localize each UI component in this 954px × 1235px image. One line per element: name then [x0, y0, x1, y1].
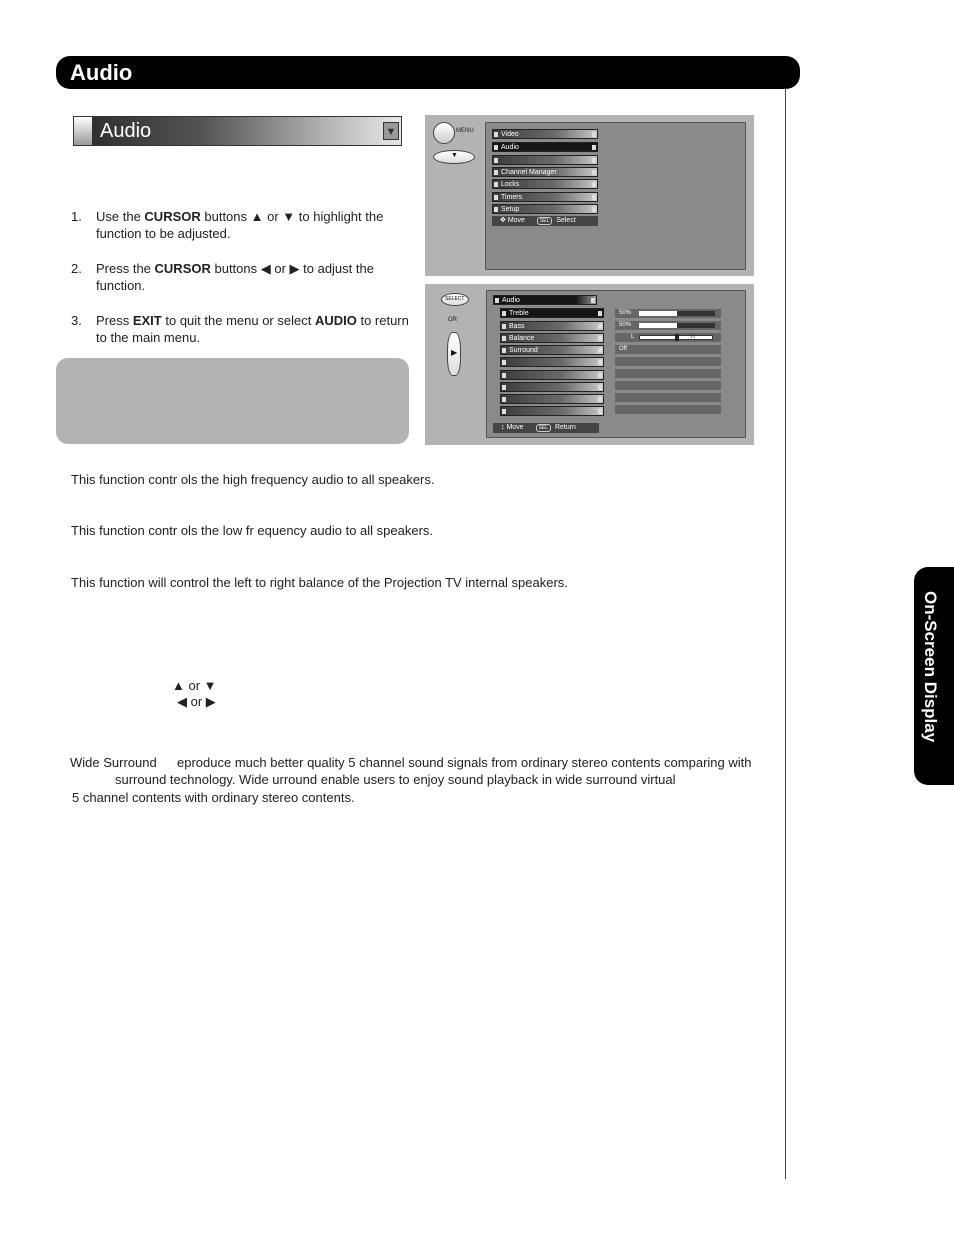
or-label: OR: [448, 317, 457, 323]
audio-item-balance[interactable]: Balance: [500, 333, 604, 343]
audio-item-surround[interactable]: Surround: [500, 345, 604, 355]
menu-button-icon: [433, 122, 455, 144]
title-bar-accent: [74, 117, 92, 145]
value-cell-blank: [615, 381, 721, 390]
bass-level-fill: [639, 323, 677, 328]
step-3: 3. Press EXIT to quit the menu or select AUDIO to return to the main menu.: [71, 313, 409, 345]
menu-item-blank[interactable]: [492, 155, 598, 165]
note-box: [56, 358, 409, 444]
step-1: 1. Use the CURSOR buttons ▲ or ▼ to highlight the function to be adjusted.: [71, 209, 384, 241]
section-title-bar: [73, 116, 402, 146]
balance-description: This function will control the left to right balance of the Projection TV internal speakers.: [71, 575, 568, 590]
menu-item-channel-manager[interactable]: Channel Manager: [492, 167, 598, 177]
page-header-bar: [56, 56, 800, 89]
menu-item-locks[interactable]: Locks: [492, 179, 598, 189]
instruction-steps: [71, 208, 411, 364]
bass-value[interactable]: 50%: [615, 321, 721, 330]
treble-level-fill: [639, 311, 677, 316]
value-cell-blank: [615, 369, 721, 378]
surround-value[interactable]: Off: [615, 345, 721, 354]
menu-item-timers[interactable]: Timers: [492, 192, 598, 202]
menu-item-audio[interactable]: Audio: [492, 142, 598, 152]
updown-line: ▲ or ▼: [172, 678, 217, 693]
audio-item-bass[interactable]: Bass: [500, 321, 604, 331]
value-cell-blank: [615, 393, 721, 402]
sel-icon: SEL: [536, 424, 551, 432]
audio-menu-footer: ↕ Move SEL Return: [493, 423, 599, 433]
audio-item-blank[interactable]: [500, 394, 604, 404]
cursor-down-button-icon: ▼: [433, 150, 475, 164]
balance-slider-handle[interactable]: [675, 334, 679, 341]
menu-item-setup[interactable]: Setup: [492, 204, 598, 214]
audio-menu-panel: [425, 284, 754, 445]
audio-menu-screen: [486, 290, 746, 438]
audio-item-blank[interactable]: [500, 382, 604, 392]
bass-level-bar: [639, 323, 715, 328]
wide-surround-line-1: eproduce much better quality 5 channel sound signals from ordinary stereo contents comparing with: [177, 755, 752, 770]
audio-item-blank[interactable]: [500, 370, 604, 380]
treble-value[interactable]: 50%: [615, 309, 721, 318]
cursor-right-button-icon: ▶: [447, 332, 461, 376]
page-title: Audio: [70, 60, 133, 85]
side-tab-label: On-Screen Display: [921, 591, 940, 743]
main-menu-screen: [485, 122, 746, 270]
step-2: 2. Press the CURSOR buttons ◀ or ▶ to adjust the function.: [71, 261, 374, 293]
triangle-down-icon: ▼: [383, 122, 399, 140]
treble-description: This function contr ols the high frequency audio to all speakers.: [71, 472, 435, 487]
bass-description: This function contr ols the low fr equency audio to all speakers.: [71, 523, 434, 538]
select-button-icon: SELECT: [441, 293, 469, 306]
wide-surround-line-2: surround technology. Wide urround enable users to enjoy sound playback in wide surround virtual: [115, 772, 676, 787]
side-tab: [914, 567, 954, 785]
updown-arrows-icon: ↕: [501, 424, 505, 431]
audio-item-blank[interactable]: [500, 406, 604, 416]
menu-item-video[interactable]: Video: [492, 129, 598, 139]
treble-level-bar: [639, 311, 715, 316]
audio-item-blank[interactable]: [500, 357, 604, 367]
value-cell-blank: [615, 405, 721, 414]
section-title: Audio: [100, 120, 152, 142]
sel-icon: SEL: [537, 217, 552, 225]
main-menu-panel: [425, 115, 754, 276]
move-arrows-icon: ✥: [500, 217, 506, 224]
vertical-divider: [785, 89, 786, 1179]
audio-menu-header: Audio: [493, 295, 597, 305]
main-menu-footer: ✥ Move SEL Select: [492, 216, 598, 226]
audio-item-treble[interactable]: Treble: [500, 308, 604, 318]
leftright-line: ◀ or ▶: [177, 694, 216, 709]
balance-value[interactable]: L R: [615, 333, 721, 342]
wide-surround-line-3: 5 channel contents with ordinary stereo contents.: [72, 790, 355, 805]
wide-surround-term: Wide Surround: [70, 755, 157, 770]
menu-button-label: MENU: [456, 128, 474, 134]
value-cell-blank: [615, 357, 721, 366]
